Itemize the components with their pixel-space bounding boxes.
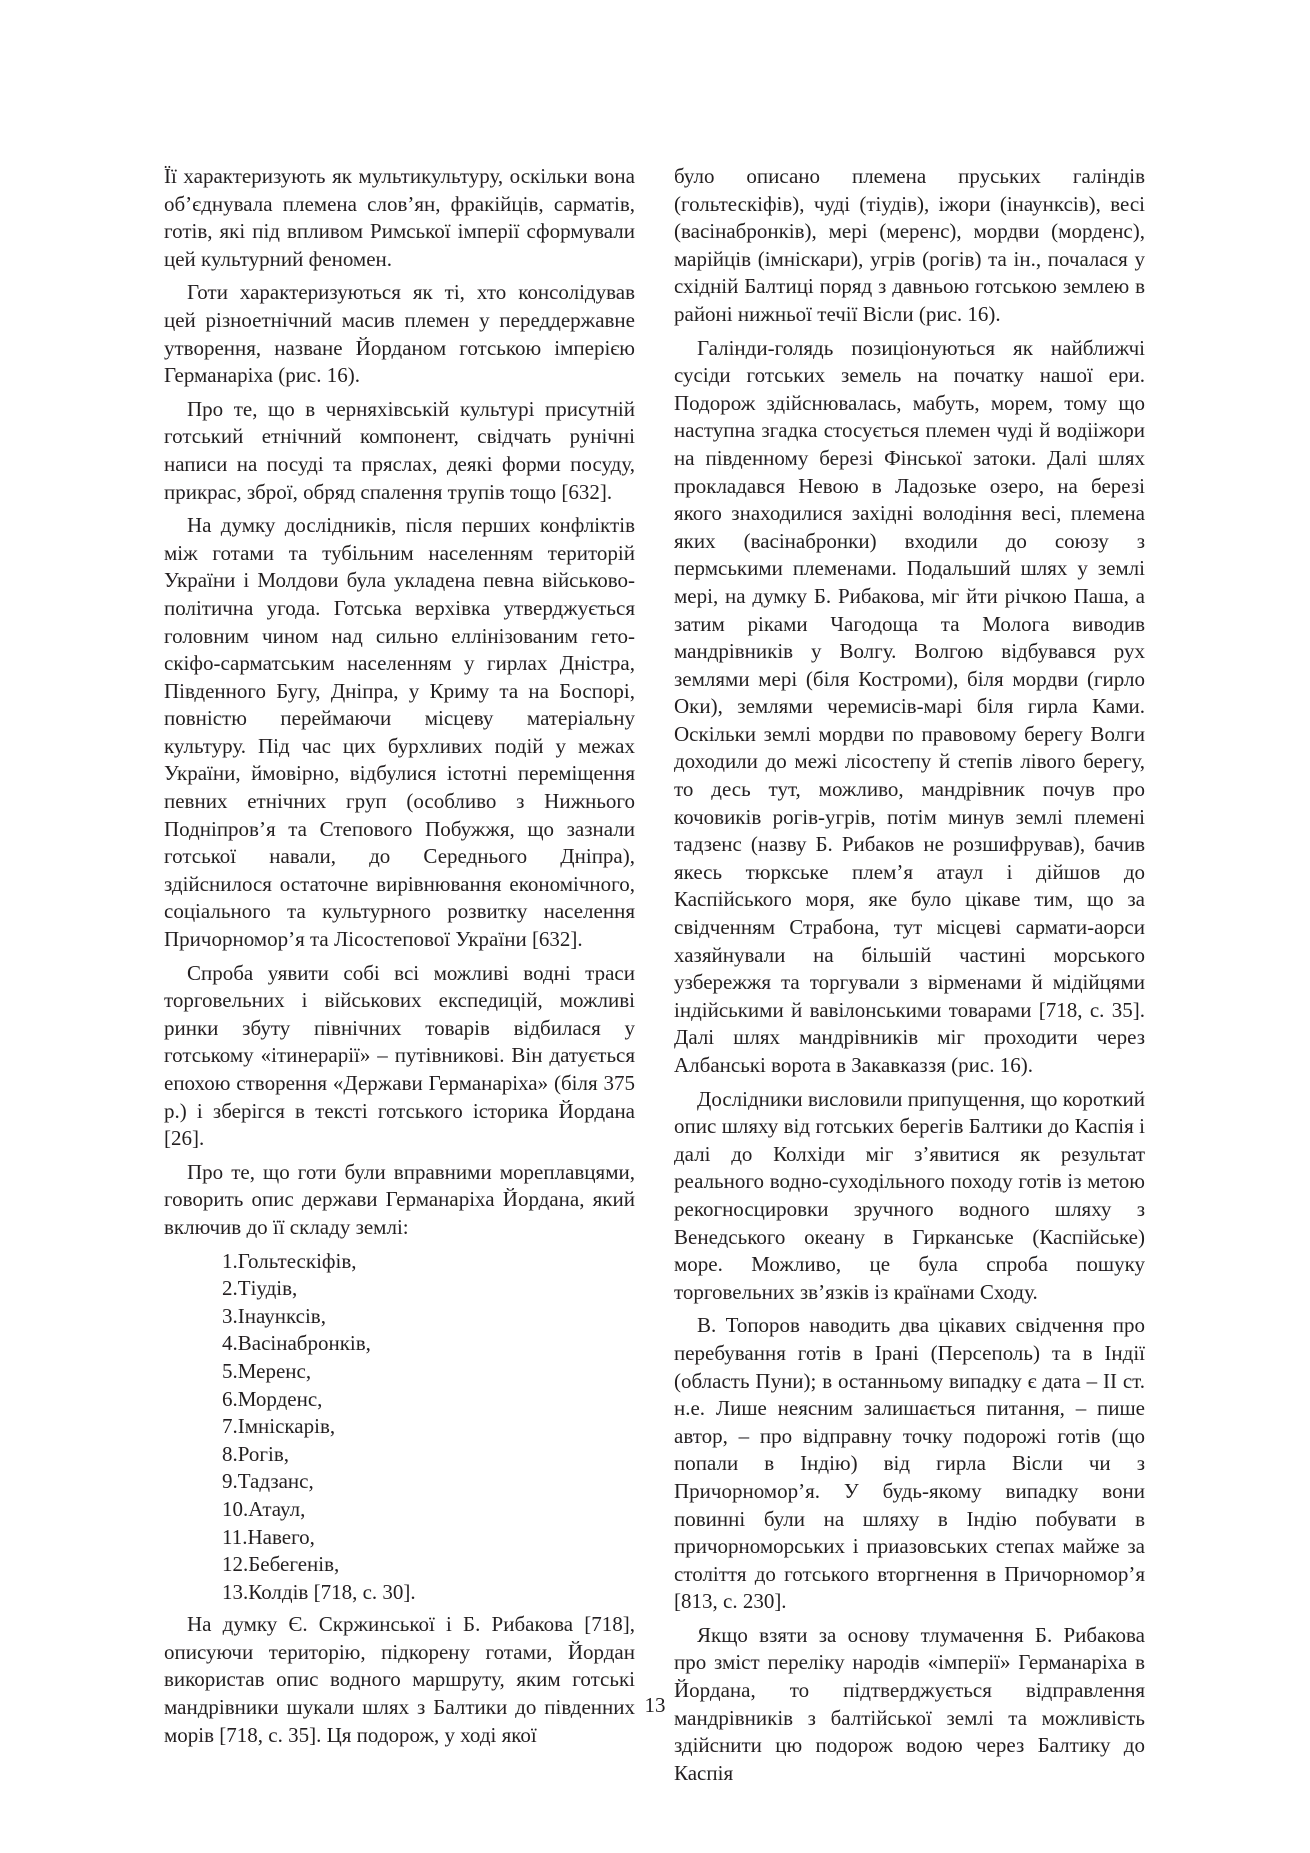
paragraph: Дослідники висловили припущення, що короткий опис шляху від готських берегів Балтики до Каспія і далі до Колхіди міг з’явитися як результат реального водно-суходільного походу готів із метою рекогносцировки зручного водного шляху з Венедського океану в Гирканське (Каспійське) море. Можливо, це була спроба пошуку торговельних зв’язків із країнами Сходу.: [674, 1086, 1145, 1304]
list-item: 2.Тіудів,: [222, 1276, 298, 1301]
list-item: 13.Колдів [718, с. 30].: [222, 1579, 416, 1604]
page-number: 13: [644, 1693, 666, 1717]
paragraph: На думку Є. Скржинської і Б. Рибакова [718], описуючи територію, підкорену готами, Йордан використав опис водного маршруту, яким готські мандрівники шукали шлях з Балтики до південних морів [718, с. 35]. Ця подорож, у ході якої: [164, 1612, 635, 1747]
paragraph: Спроба уявити собі всі можливі водні траси торговельних і військових експедицій, можливі ринки збуту північних товарів відбилася у готському «ітинерарії» – путівникові. Він датується епохою створення «Держави Германаріха» (біля 375 р.) і зберігся в тексті готського історика Йордана [26].: [164, 960, 635, 1151]
list-item: 11.Навего,: [222, 1524, 315, 1549]
list-item: 12.Бебегенів,: [222, 1552, 340, 1577]
paragraph: Її характеризують як мультикультуру, оскільки вона об’єднувала племена слов’ян, фракійців, сарматів, готів, які під впливом Римської імперії сформували цей культурний феномен.: [164, 164, 635, 271]
paragraph: В. Топоров наводить два цікавих свідчення про перебування готів в Ірані (Персеполь) та в Індії (область Пуни); в останньому випадку є дата – ІІ ст. н.е. Лише неясним залишається питання, – пише автор, – про відправну точку подорожі готів (що попали в Індію) від гирла Вісли чи з Причорномор’я. У будь-якому випадку вони повинні були на шляху в Індію побувати в причорноморських і приазовських степах майже за століття до готського вторгнення в Причорномор’я [813, с. 230].: [674, 1313, 1145, 1614]
paragraph: Якщо взяти за основу тлумачення Б. Рибакова про зміст переліку народів «імперії» Германаріха в Йордана, то підтверджується відправлення мандрівників з балтійської землі та можливість здійснити цю подорож водою через Балтику до Каспія: [674, 1622, 1145, 1785]
list-item: 6.Морденс,: [222, 1386, 323, 1411]
list-item: 5.Меренс,: [222, 1358, 312, 1383]
left-column: [164, 163, 635, 1755]
list-item: 3.Інаунксів,: [222, 1303, 326, 1328]
list-item: 1.Гольтескіфів,: [222, 1248, 357, 1273]
lands-list: [164, 1248, 635, 1607]
paragraph: було описано племена пруських галіндів (гольтескіфів), чуді (тіудів), іжори (інаунксів), весі (васінабронків), мері (меренс), мордви (морденс), марійців (імніскари), угрів (рогів) та ін., почалася у східній Балтиці поряд з давньою готською землею в районі нижньої течії Вісли (рис. 16).: [674, 164, 1145, 326]
list-item: 4.Васінабронків,: [222, 1331, 371, 1356]
paragraph: Галінди-голядь позиціонуються як найближчі сусіди готських земель на початку нашої ери. Подорож здійснювалась, мабуть, морем, тому що наступна згадка стосується племен чуді й водііжори на південному березі Фінської затоки. Далі шлях прокладався Невою в Ладозьке озеро, на березі якого знаходилися західні володіння весі, племена яких (васінабронки) входили до союзу з пермськими племенами. Подальший шлях у землі мері, на думку Б. Рибакова, міг йти річкою Паша, а затим ріками Чагодоща та Молога виводив мандрівників у Волгу. Волгою відбувався рух землями мері (біля Костроми), біля мордви (гирло Оки), землями черемисів-марі біля гирла Ками. Оскільки землі мордви по правовому берегу Волги доходили до межі лісостепу й степів лівого берегу, то десь тут, можливо, мандрівник почув про кочовиків рогів-угрів, потім минув землі племені тадзенс (назву Б. Рибаков не розшифрував), бачив якесь тюркське плем’я атаул і дійшов до Каспійського моря, яке було цікаве тим, що за свідченням Страбона, тут місцеві сармати-аорси хазяйнували на більшій частині морського узбережжя та торгували з вірменами й мідійцями індійськими й вавілонськими товарами [718, с. 35]. Далі шлях мандрівників міг проходити через Албанські ворота в Закавказзя (рис. 16).: [674, 335, 1145, 1077]
list-item: 9.Тадзанс,: [222, 1469, 314, 1494]
list-item: 8.Рогів,: [222, 1441, 290, 1466]
right-column: [674, 163, 1145, 1793]
paragraph: Про те, що в черняхівській культурі присутній готський етнічний компонент, свідчать рунічні написи на посуді та пряслах, деякі форми посуду, прикрас, зброї, обряд спалення трупів тощо [632].: [164, 396, 635, 504]
paragraph: Про те, що готи були вправними мореплавцями, говорить опис держави Германаріха Йордана, який включив до її складу землі:: [164, 1159, 635, 1239]
paragraph: На думку дослідників, після перших конфліктів між готами та тубільним населенням територій України і Молдови була укладена певна військово-політична угода. Готська верхівка утверджується головним чином над сильно еллінізованим гето-скіфо-сарматським населенням у гирлах Дністра, Південного Бугу, Дніпра, у Криму та на Боспорі, повністю переймаючи місцеву матеріальну культуру. Під час цих бурхливих подій у межах України, ймовірно, відбулися істотні переміщення певних етнічних груп (особливо з Нижнього Подніпров’я та Степового Побужжя, що зазнали готської навали, до Середнього Дніпра), здійснилося остаточне вирівнювання економічного, соціального та культурного розвитку населення Причорномор’я та Лісостепової України [632].: [164, 513, 635, 952]
list-item: 10.Атаул,: [222, 1496, 306, 1521]
paragraph: Готи характеризуються як ті, хто консолідував цей різноетнічний масив племен у переддержавне утворення, назване Йорданом готською імперією Германаріха (рис. 16).: [164, 280, 635, 388]
list-item: 7.Імніскарів,: [222, 1414, 336, 1439]
